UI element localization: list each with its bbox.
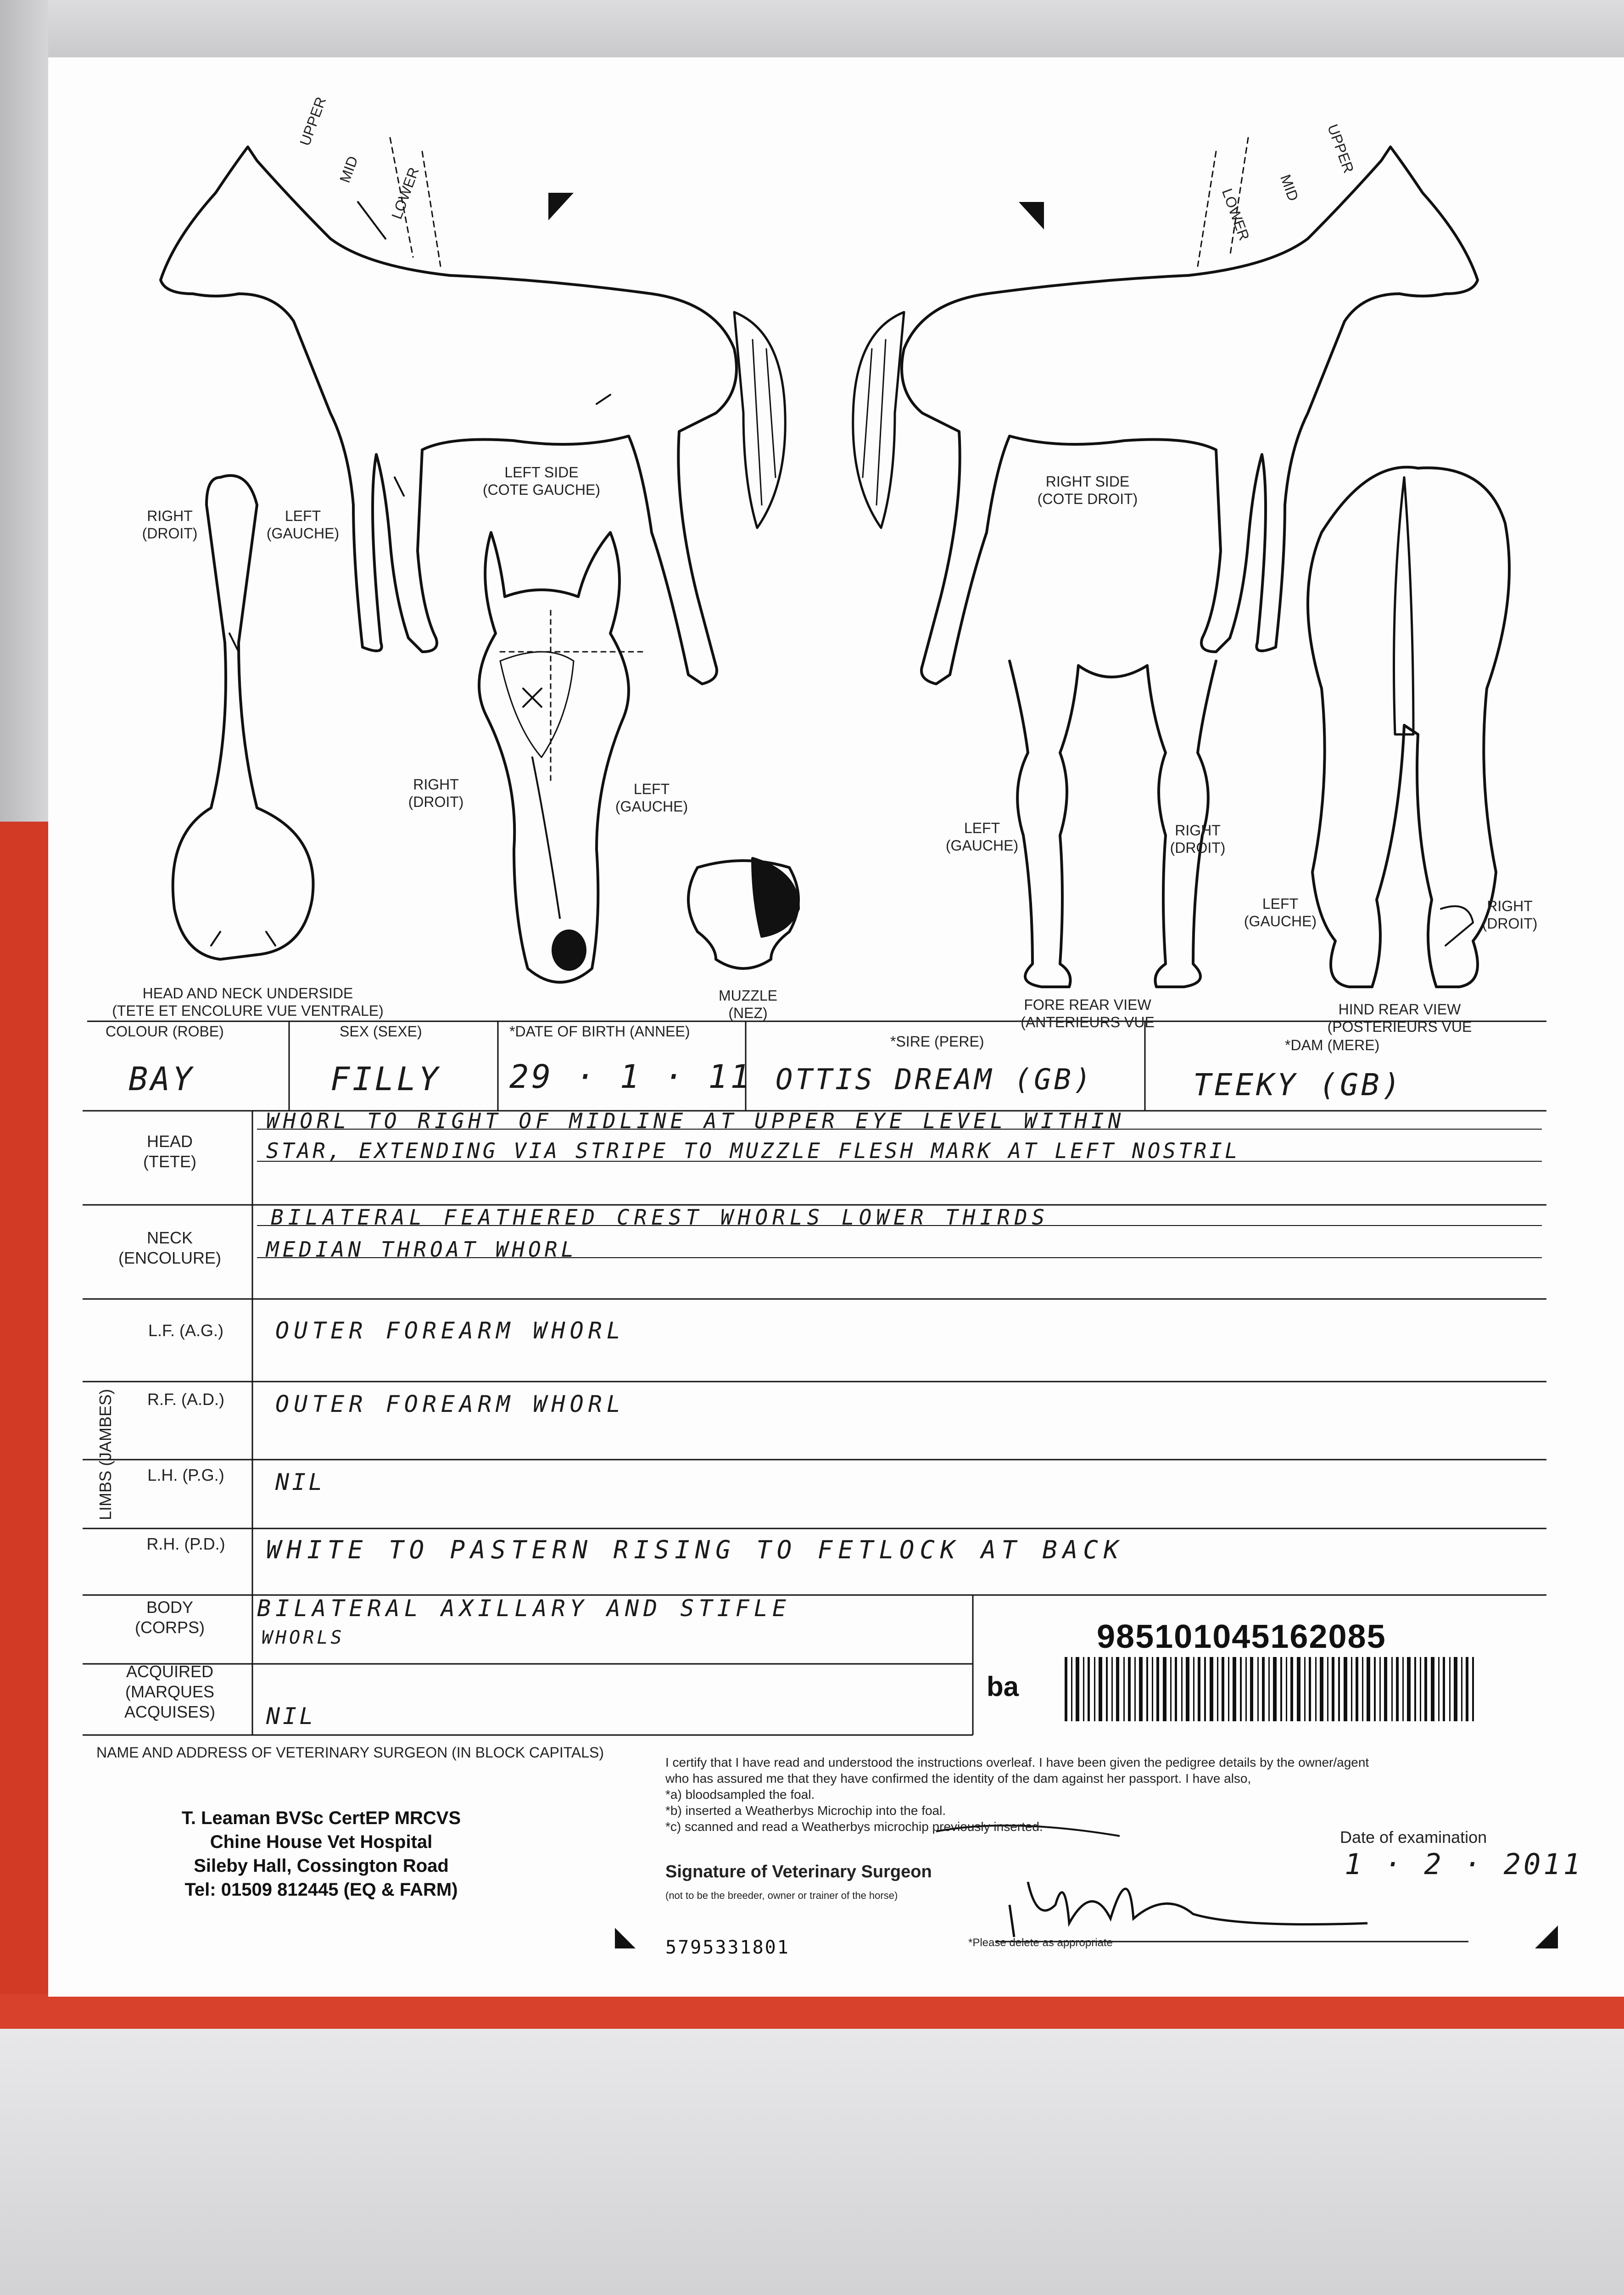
- certification-text: [665, 1754, 1537, 1835]
- colour-value: BAY: [128, 1060, 195, 1098]
- label-hind-right: RIGHT (DROIT): [1482, 898, 1538, 932]
- muzzle-drawing: [688, 858, 798, 968]
- left-side-horse-drawing: [161, 138, 785, 684]
- colour-label: COLOUR (ROBE): [106, 1023, 224, 1040]
- row-label-neck: NECK (ENCOLURE): [118, 1228, 221, 1267]
- body-marking-line-1: BILATERAL AXILLARY AND STIFLE: [257, 1595, 791, 1622]
- neck-marking-line-1: BILATERAL FEATHERED CREST WHORLS LOWER THIRDS: [271, 1205, 1049, 1230]
- row-label-head: HEAD (TETE): [143, 1132, 196, 1171]
- signature-label: Signature of Veterinary Surgeon: [665, 1862, 932, 1881]
- label-head-right: RIGHT (DROIT): [408, 776, 464, 810]
- row-label-body: BODY (CORPS): [135, 1598, 205, 1637]
- vet-stamp-line-4: Tel: 01509 812445 (EQ & FARM): [184, 1880, 458, 1900]
- form-number: 5795331801: [665, 1937, 790, 1958]
- label-head-left: LEFT (GAUCHE): [615, 781, 688, 815]
- barcode-prefix: ba: [987, 1671, 1019, 1702]
- label-underside-left: LEFT (GAUCHE): [266, 508, 340, 542]
- acquired-marking: NIL: [266, 1703, 316, 1730]
- sex-value: FILLY: [330, 1060, 441, 1098]
- dam-value: TEEKY (GB): [1193, 1067, 1403, 1103]
- label-neck-lower-right: LOWER: [1218, 186, 1253, 243]
- label-right-side: RIGHT SIDE (COTE DROIT): [1037, 473, 1138, 507]
- date-of-examination-label: Date of examination: [1340, 1828, 1487, 1847]
- label-neck-mid-right: MID: [1277, 172, 1302, 203]
- sire-value: OTTIS DREAM (GB): [776, 1063, 1094, 1096]
- delete-note: *Please delete as appropriate: [968, 1937, 1113, 1949]
- left-hind-marking: NIL: [275, 1469, 325, 1495]
- dob-value: 29 · 1 · 11: [509, 1058, 753, 1096]
- certify-line-2: who has assured me that they have confirmed the identity of the dam against her passport. I have also,: [665, 1771, 1251, 1786]
- right-side-horse-drawing: [853, 138, 1478, 684]
- certify-option-b: *b) inserted a Weatherbys Microchip into the foal.: [665, 1803, 946, 1818]
- microchip-barcode: [1065, 1657, 1474, 1721]
- sire-label: *SIRE (PERE): [890, 1033, 984, 1050]
- neck-marking-line-2: MEDIAN THROAT WHORL: [266, 1237, 578, 1262]
- underside-drawing: [173, 476, 313, 959]
- label-neck-upper-left: UPPER: [296, 95, 329, 148]
- certify-line-1: I certify that I have read and understood the instructions overleaf. I have been given the pedigree details by the owner/agent: [665, 1755, 1369, 1769]
- body-marking-line-2: WHORLS: [262, 1627, 345, 1648]
- vet-stamp: [138, 1806, 505, 1902]
- vet-stamp-line-2: Chine House Vet Hospital: [210, 1832, 433, 1852]
- label-underside-right: RIGHT (DROIT): [142, 508, 198, 542]
- vet-name-label: NAME AND ADDRESS OF VETERINARY SURGEON (IN BLOCK CAPITALS): [96, 1744, 604, 1761]
- label-hind-left: LEFT (GAUCHE): [1244, 896, 1317, 929]
- limbs-label: LIMBS (JAMBES): [96, 1388, 115, 1521]
- row-label-acquired: ACQUIRED (MARQUES ACQUISES): [124, 1662, 216, 1721]
- left-fore-marking: OUTER FOREARM WHORL: [275, 1317, 625, 1344]
- row-label-left-hind: L.H. (P.G.): [147, 1466, 224, 1484]
- label-head-neck-underside: HEAD AND NECK UNDERSIDE (TETE ET ENCOLURE VUE VENTRALE): [112, 985, 384, 1019]
- dam-label: *DAM (MERE): [1285, 1037, 1380, 1053]
- vet-stamp-line-1: T. Leaman BVSc CertEP MRCVS: [181, 1808, 461, 1828]
- dob-label: *DATE OF BIRTH (ANNEE): [509, 1023, 690, 1040]
- label-fore-right: RIGHT (DROIT): [1170, 822, 1226, 856]
- right-fore-marking: OUTER FOREARM WHORL: [275, 1391, 625, 1417]
- head-front-drawing: [479, 532, 642, 982]
- label-muzzle: MUZZLE (NEZ): [719, 987, 777, 1021]
- vet-signature: [1010, 1882, 1367, 1937]
- label-fore-rear-view: FORE REAR VIEW (ANTERIEURS VUE: [1021, 996, 1155, 1030]
- certify-option-a: *a) bloodsampled the foal.: [665, 1787, 815, 1802]
- registration-mark: [615, 1928, 636, 1948]
- label-fore-left: LEFT (GAUCHE): [945, 820, 1019, 854]
- label-neck-lower-left: LOWER: [388, 165, 422, 222]
- registration-mark: [548, 193, 574, 220]
- registration-mark: [1019, 202, 1044, 230]
- label-neck-mid-left: MID: [336, 154, 361, 185]
- sex-label: SEX (SEXE): [340, 1023, 422, 1040]
- microchip-number: 985101045162085: [1097, 1618, 1386, 1655]
- label-hind-rear-view: HIND REAR VIEW (POSTERIEURS VUE: [1327, 1001, 1472, 1035]
- certify-option-c: *c) scanned and read a Weatherbys microchip previously inserted.: [665, 1819, 1043, 1834]
- vet-stamp-line-3: Sileby Hall, Cossington Road: [194, 1856, 449, 1876]
- signature-note: (not to be the breeder, owner or trainer of the horse): [665, 1890, 898, 1901]
- label-neck-upper-right: UPPER: [1324, 122, 1357, 175]
- row-label-right-hind: R.H. (P.D.): [146, 1534, 225, 1553]
- right-hind-marking: WHITE TO PASTERN RISING TO FETLOCK AT BACK: [266, 1535, 1124, 1564]
- row-label-right-fore: R.F. (A.D.): [147, 1390, 224, 1409]
- head-marking-line-1: WHORL TO RIGHT OF MIDLINE AT UPPER EYE LEVEL WITHIN: [266, 1108, 1125, 1133]
- head-marking-line-2: STAR, EXTENDING VIA STRIPE TO MUZZLE FLESH MARK AT LEFT NOSTRIL: [266, 1138, 1240, 1163]
- label-left-side: LEFT SIDE (COTE GAUCHE): [483, 464, 600, 498]
- row-label-left-fore: L.F. (A.G.): [148, 1321, 224, 1340]
- registration-mark: [1535, 1926, 1558, 1948]
- muzzle-flesh-mark: [552, 929, 586, 971]
- date-of-examination-value: 1 · 2 · 2011: [1345, 1847, 1583, 1881]
